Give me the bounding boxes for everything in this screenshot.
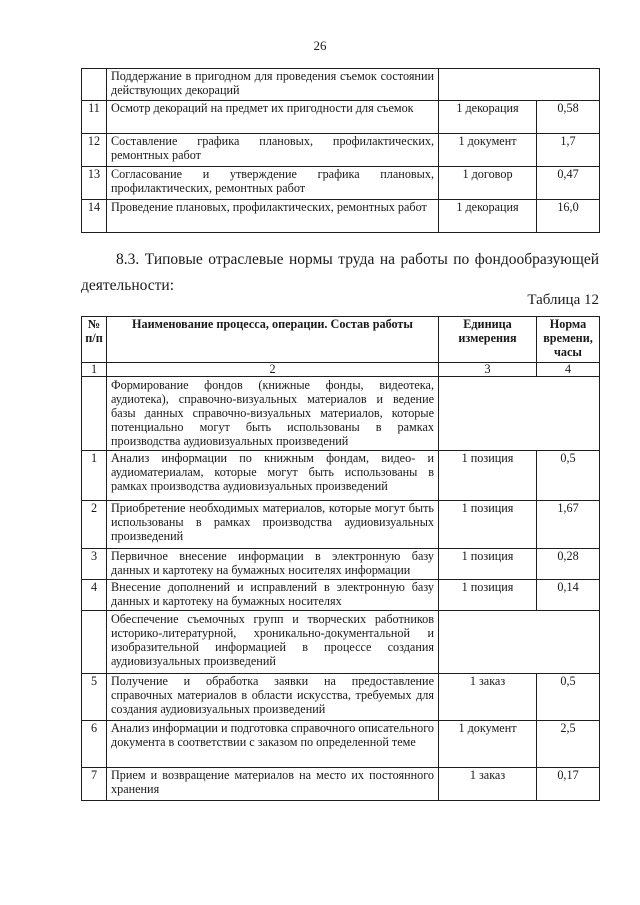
row-norm: 0,28	[537, 549, 600, 580]
row-norm: 0,14	[537, 580, 600, 611]
header-unit: Единица измерения	[439, 317, 537, 363]
row-number: 12	[82, 134, 107, 167]
table-label: Таблица 12	[527, 292, 599, 308]
page-number: 26	[313, 38, 327, 53]
column-number: 3	[439, 363, 537, 377]
table-row	[82, 674, 600, 721]
row-unit: 1 декорация	[439, 200, 537, 233]
table-row	[82, 580, 600, 611]
row-unit: 1 позиция	[439, 451, 537, 501]
row-description: Приобретение необходимых материалов, которые могут быть использованы в рамках производства аудиовизуальных произведений	[107, 501, 439, 549]
row-description: Согласование и утверждение графика плановых, профилактических, ремонтных работ	[107, 167, 439, 200]
row-number: 7	[82, 768, 107, 801]
row-description: Получение и обработка заявки на предоставление справочных материалов в области искусства, требуемых для создания аудиовизуальных произведений	[107, 674, 439, 721]
row-unit	[439, 611, 600, 674]
row-norm: 0,47	[537, 167, 600, 200]
row-unit: 1 позиция	[439, 580, 537, 611]
header-norm: Норма времени, часы	[537, 317, 600, 363]
row-description: Формирование фондов (книжные фонды, видеотека, аудиотека), справочно-визуальных материалов и ведение базы данных справочно-визуальных материалов, которые потенциально могут быть использованы в рамках производства аудиовизуальных произведений	[107, 377, 439, 451]
row-norm: 1,7	[537, 134, 600, 167]
row-description: Анализ информации по книжным фондам, видео- и аудиоматериалам, которые могут быть использованы в рамках производства аудиовизуальных произведений	[107, 451, 439, 501]
table-group-row	[82, 611, 600, 674]
row-norm: 0,5	[537, 674, 600, 721]
row-unit: 1 документ	[439, 134, 537, 167]
row-unit	[439, 69, 600, 101]
row-number	[82, 611, 107, 674]
row-number: 6	[82, 721, 107, 768]
section-heading: 8.3. Типовые отраслевые нормы труда на работы по фондообразующей деятельности:	[81, 251, 599, 294]
row-unit	[439, 377, 600, 451]
column-number: 2	[107, 363, 439, 377]
norms-table	[81, 316, 600, 801]
row-unit: 1 заказ	[439, 768, 537, 801]
column-number-row	[82, 363, 600, 377]
row-description: Поддержание в пригодном для проведения съемок состоянии действующих декораций	[107, 69, 439, 101]
row-description: Составление графика плановых, профилактических, ремонтных работ	[107, 134, 439, 167]
row-number: 5	[82, 674, 107, 721]
row-norm: 1,67	[537, 501, 600, 549]
table-row	[82, 451, 600, 501]
row-number: 11	[82, 101, 107, 134]
row-unit: 1 договор	[439, 167, 537, 200]
column-number: 1	[82, 363, 107, 377]
table-row	[82, 167, 600, 200]
table-row	[82, 200, 600, 233]
row-description: Прием и возвращение материалов на место их постоянного хранения	[107, 768, 439, 801]
table-row	[82, 549, 600, 580]
row-norm: 0,17	[537, 768, 600, 801]
row-norm: 0,58	[537, 101, 600, 134]
continuation-table	[81, 68, 600, 233]
row-number	[82, 377, 107, 451]
row-description: Первичное внесение информации в электронную базу данных и картотеку на бумажных носителях информации	[107, 549, 439, 580]
table-row	[82, 721, 600, 768]
table-header-row	[82, 317, 600, 363]
header-num: № п/п	[82, 317, 107, 363]
row-description: Обеспечение съемочных групп и творческих работников историко-литературной, хроникально-документальной и изобразительной информацией в процессе создания аудиовизуальных произведений	[107, 611, 439, 674]
table-row	[82, 768, 600, 801]
row-number: 13	[82, 167, 107, 200]
row-unit: 1 документ	[439, 721, 537, 768]
table-group-row	[82, 377, 600, 451]
row-unit: 1 заказ	[439, 674, 537, 721]
row-norm: 16,0	[537, 200, 600, 233]
header-desc: Наименование процесса, операции. Состав работы	[107, 317, 439, 363]
row-number: 1	[82, 451, 107, 501]
row-number	[82, 69, 107, 101]
row-number: 4	[82, 580, 107, 611]
row-number: 2	[82, 501, 107, 549]
row-norm: 0,5	[537, 451, 600, 501]
row-unit: 1 позиция	[439, 549, 537, 580]
row-description: Анализ информации и подготовка справочного описательного документа в соответствии с заказом по определенной теме	[107, 721, 439, 768]
table-row	[82, 501, 600, 549]
column-number: 4	[537, 363, 600, 377]
row-norm: 2,5	[537, 721, 600, 768]
table-row	[82, 134, 600, 167]
row-description: Проведение плановых, профилактических, ремонтных работ	[107, 200, 439, 233]
row-unit: 1 позиция	[439, 501, 537, 549]
row-unit: 1 декорация	[439, 101, 537, 134]
row-number: 14	[82, 200, 107, 233]
table-row	[82, 69, 600, 101]
row-number: 3	[82, 549, 107, 580]
row-description: Внесение дополнений и исправлений в электронную базу данных и картотеку на бумажных носителях	[107, 580, 439, 611]
row-description: Осмотр декораций на предмет их пригодности для съемок	[107, 101, 439, 134]
table-row	[82, 101, 600, 134]
